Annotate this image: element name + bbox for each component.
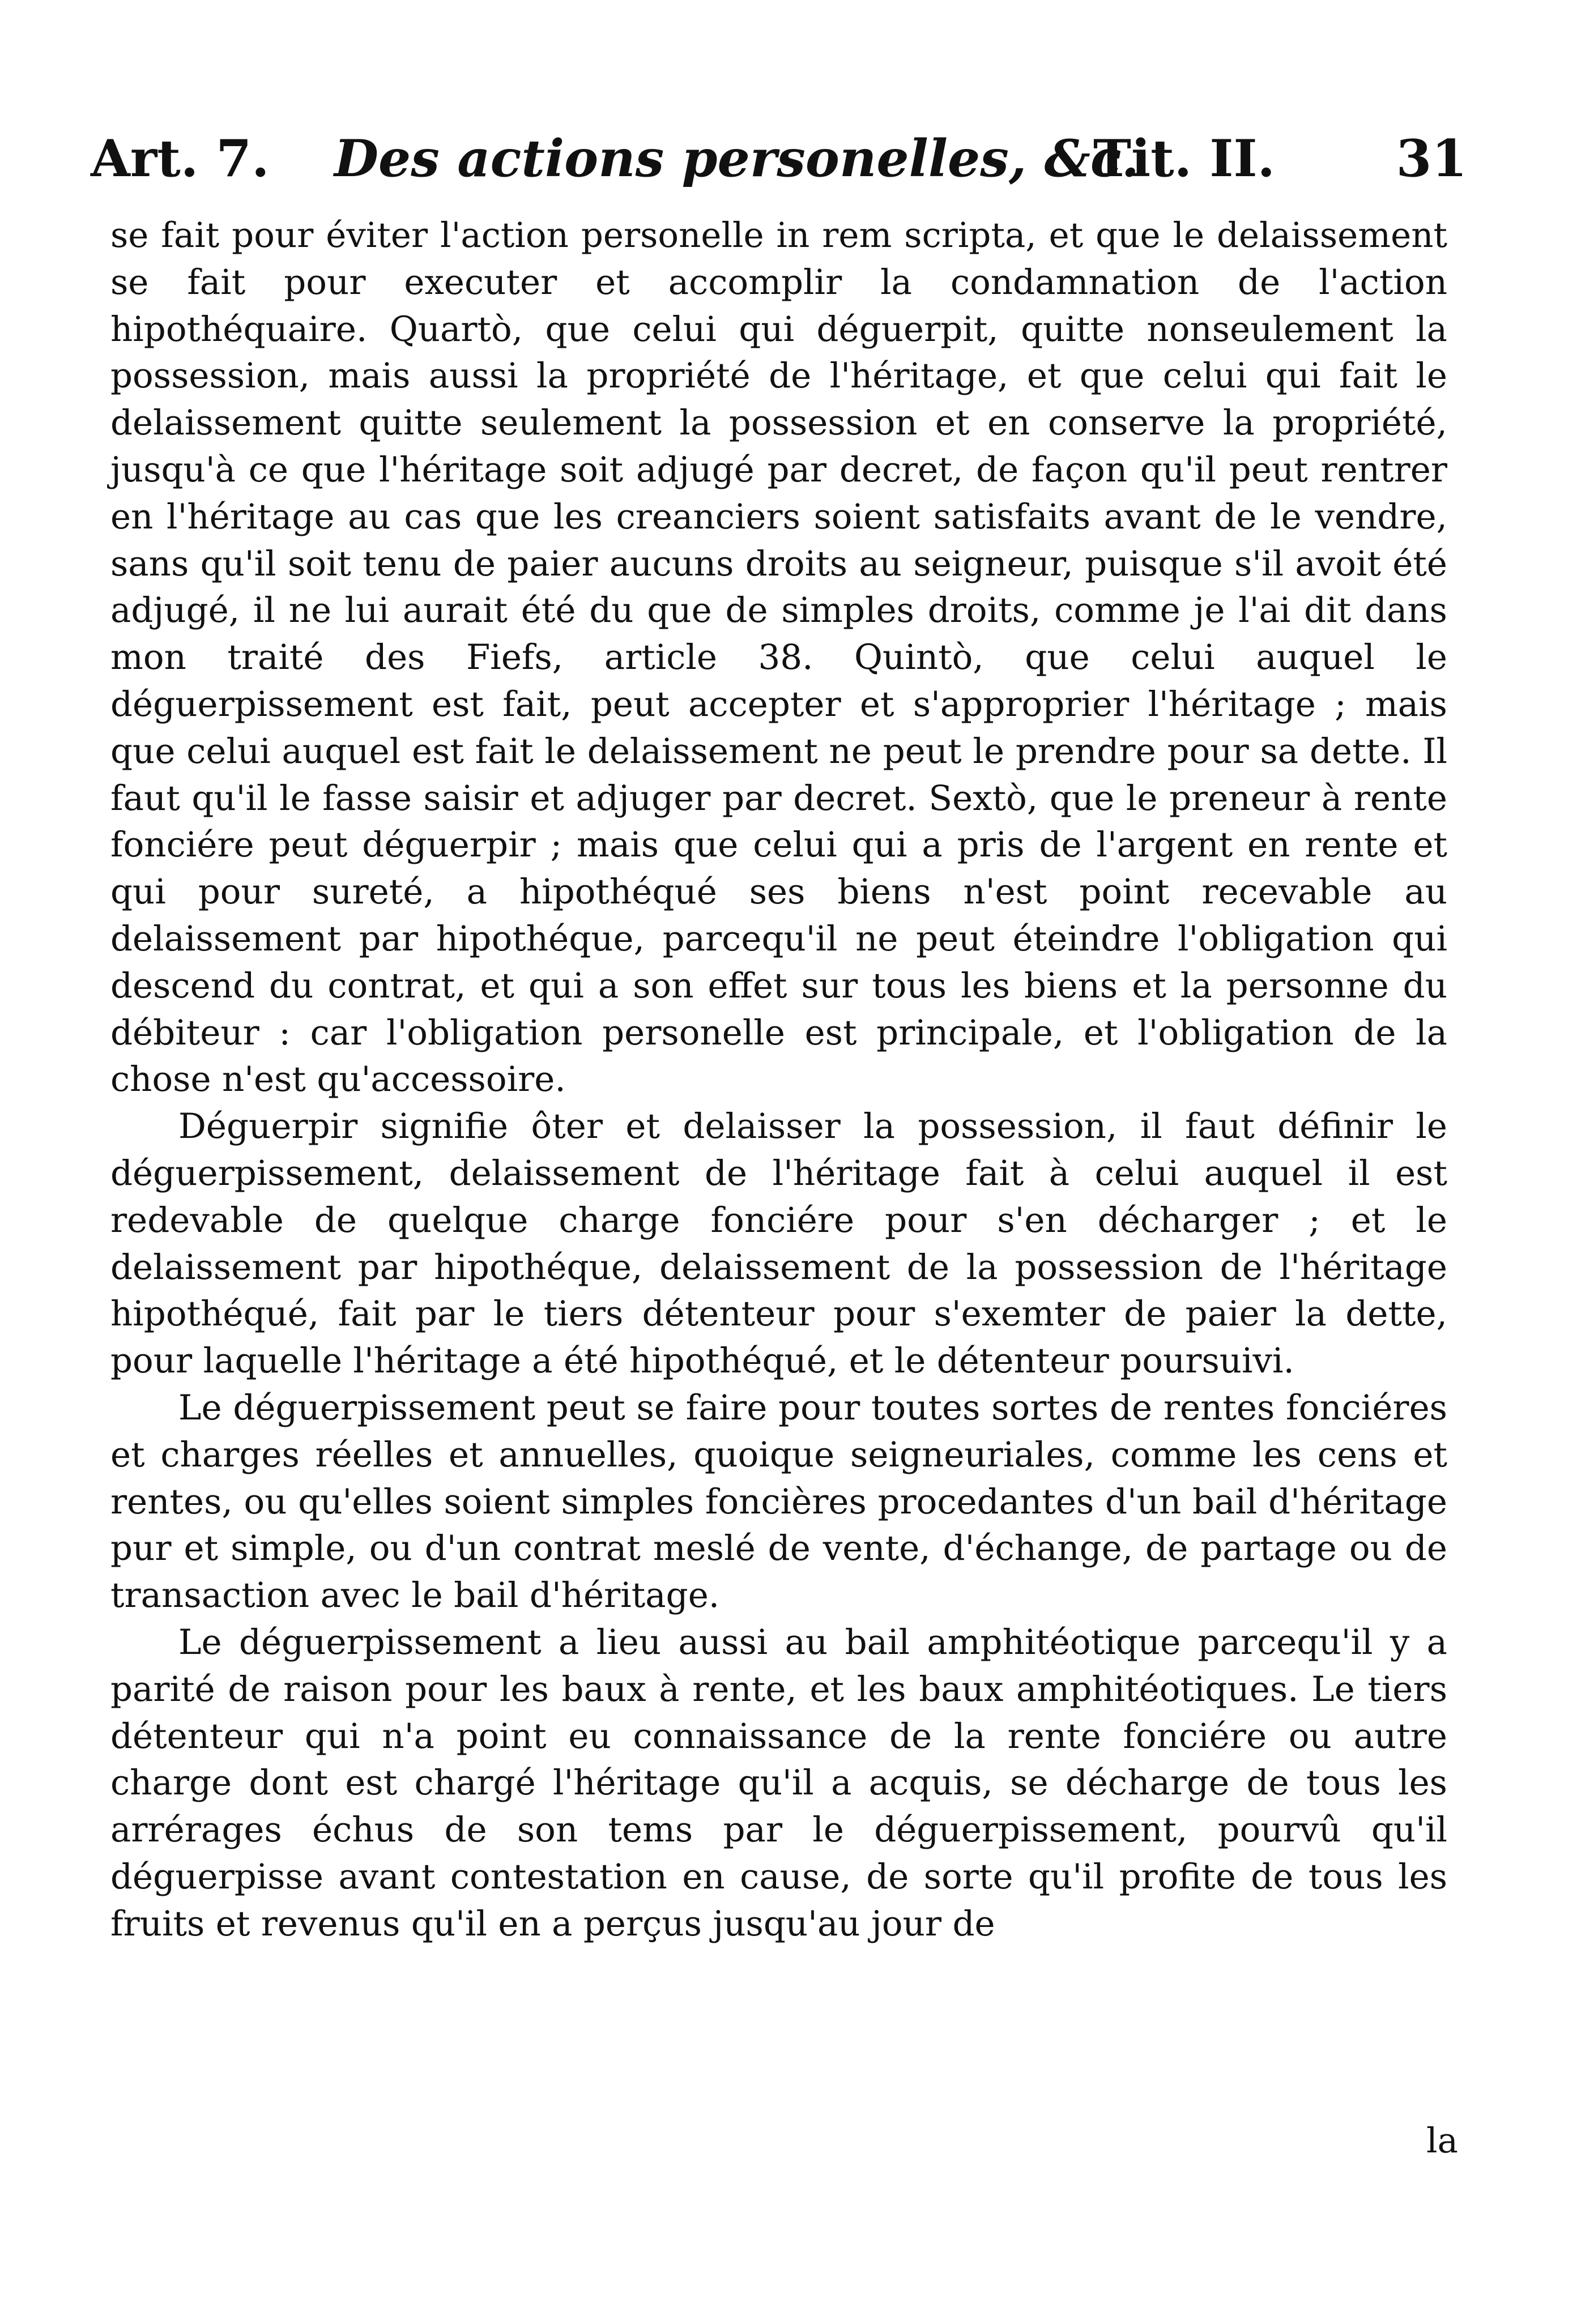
catchword: la [1426,2121,1458,2161]
article-reference: Art. 7. [91,129,270,189]
paragraph: Le déguerpissement a lieu aussi au bail amphitéotique parcequ'il y a parité de raison pour les baux à rente, et les baux amphitéotiques. Le tiers détenteur qui n'a point eu connaissance de la rente fonciére ou autre charge dont est chargé l'héritage qu'il a acquis, se décharge de tous les arrérages échus de son tems par le déguerpissement, pourvû qu'il déguerpisse avant contestation en cause, de sorte qu'il profite de tous les fruits et revenus qu'il en a perçus jusqu'au jour de [110,1622,1447,1944]
title-reference: Tit. II. [1093,129,1275,189]
page-number: 31 [1396,129,1467,189]
paragraph: Déguerpir signifie ôter et delaisser la possession, il faut définir le déguerpissement, delaissement de l'héritage fait à celui auquel il est redevable de quelque charge fonciére pour s'en décharger ; et le delaissement par hipothéque, delaissement de la possession de l'héritage hipothéqué, fait par le tiers détenteur pour s'exemter de paier la dette, pour laquelle l'héritage a été hipothéqué, et le détenteur poursuivi. [110,1106,1447,1381]
paragraph: se fait pour éviter l'action personelle in rem scripta, et que le delaissement se fait pour executer et accomplir la condamnation de l'action hipothéquaire. Quartò, que celui qui déguerpit, quitte nonseulement la possession, mais aussi la propriété de l'héritage, et que celui qui fait le delaissement quitte seulement la possession et en conserve la propriété, jusqu'à ce que l'héritage soit adjugé par decret, de façon qu'il peut rentrer en l'héritage au cas que les creanciers soient satisfaits avant de le vendre, sans qu'il soit tenu de paier aucuns droits au seigneur, puisque s'il avoit été adjugé, il ne lui aurait été du que de simples droits, comme je l'ai dit dans mon traité des Fiefs, article 38. Quintò, que celui auquel le déguerpissement est fait, peut accepter et s'approprier l'héritage ; mais que celui auquel est fait le delaissement ne peut le prendre pour sa dette. Il faut qu'il le fasse saisir et adjuger par decret. Sextò, que le preneur à rente fonciére peut déguerpir ; mais que celui qui a pris de l'argent en rente et qui pour sureté, a hipothéqué ses biens n'est point recevable au delaissement par hipothéque, parcequ'il ne peut éteindre l'obligation qui descend du contrat, et qui a son effet sur tous les biens et la personne du débiteur : car l'obligation personelle est principale, et l'obligation de la chose n'est qu'accessoire. [110,215,1447,1100]
body-text [110,212,1447,1947]
chapter-title: Des actions personelles, &c. [334,129,1140,189]
paragraph: Le déguerpissement peut se faire pour toutes sortes de rentes fonciéres et charges réelles et annuelles, quoique seigneuriales, comme les cens et rentes, ou qu'elles soient simples foncières procedantes d'un bail d'héritage pur et simple, ou d'un contrat meslé de vente, d'échange, de partage ou de transaction avec le bail d'héritage. [110,1387,1447,1616]
running-head [85,122,1467,195]
